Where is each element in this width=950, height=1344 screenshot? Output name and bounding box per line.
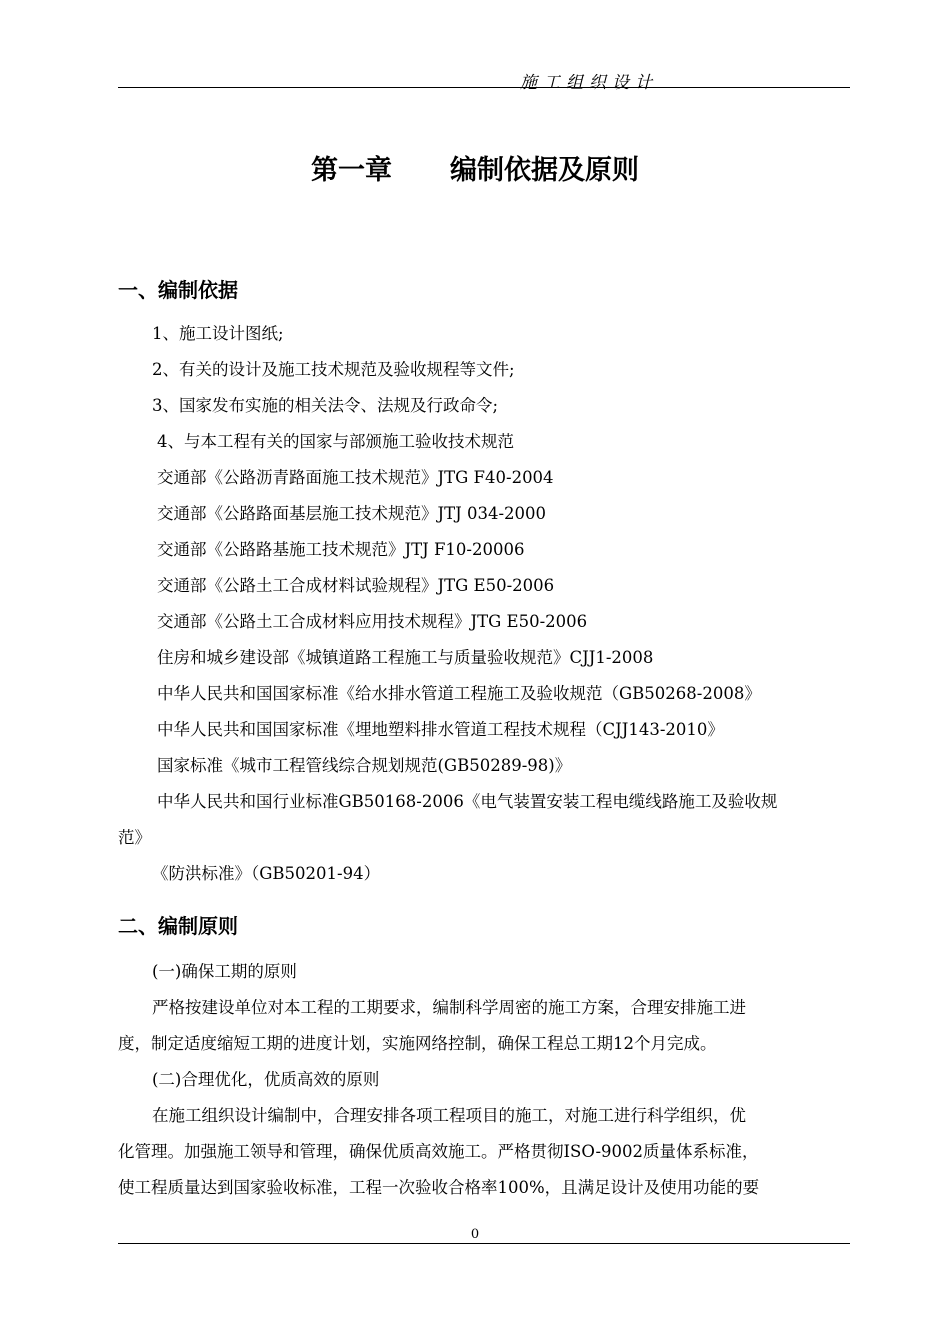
section-heading-basis: 一、编制依据 [118, 278, 238, 302]
basis-item: 《防洪标准》（GB50201-94） [152, 864, 381, 883]
basis-item: 中华人民共和国国家标准《给水排水管道工程施工及验收规范（GB50268-2008》 [157, 684, 761, 703]
basis-item: 中华人民共和国行业标准GB50168-2006《电气装置安装工程电缆线路施工及验收规 [157, 792, 778, 811]
basis-item: 交通部《公路路面基层施工技术规范》JTJ 034-2000 [157, 504, 547, 523]
basis-item: 范》 [118, 828, 151, 847]
page-number: 0 [470, 1227, 480, 1242]
running-header: 施工组织设计 [520, 73, 658, 93]
paragraph-line: 化管理。加强施工领导和管理，确保优质高效施工。严格贯彻ISO-9002质量体系标准， [118, 1142, 759, 1161]
footer-rule [118, 1243, 850, 1244]
basis-item: 交通部《公路沥青路面施工技术规范》JTG F40-2004 [157, 468, 554, 487]
paragraph-line: 在施工组织设计编制中，合理安排各项工程项目的施工，对施工进行科学组织，优 [152, 1106, 746, 1125]
basis-item: 4、与本工程有关的国家与部颁施工验收技术规范 [157, 432, 514, 451]
section-heading-principles: 二、编制原则 [118, 914, 238, 938]
basis-item: 中华人民共和国国家标准《埋地塑料排水管道工程技术规程（CJJ143-2010》 [157, 720, 724, 739]
basis-item: 3、国家发布实施的相关法令、法规及行政命令; [152, 396, 499, 415]
paragraph-line: 使工程质量达到国家验收标准，工程一次验收合格率100%，且满足设计及使用功能的要 [118, 1178, 760, 1197]
basis-item: 交通部《公路路基施工技术规范》JTJ F10-20006 [157, 540, 525, 559]
chapter-name: 编制依据及原则 [450, 155, 639, 186]
basis-item: 交通部《公路土工合成材料试验规程》JTG E50-2006 [157, 576, 555, 595]
basis-item: 2、有关的设计及施工技术规范及验收规程等文件; [152, 360, 515, 379]
chapter-number: 第一章 [311, 155, 392, 186]
basis-item: 国家标准《城市工程管线综合规划规范(GB50289-98)》 [157, 756, 572, 775]
paragraph-line: 严格按建设单位对本工程的工期要求，编制科学周密的施工方案，合理安排施工进 [152, 998, 746, 1017]
basis-item: 交通部《公路土工合成材料应用技术规程》JTG E50-2006 [157, 612, 588, 631]
principle-subheading: (二)合理优化，优质高效的原则 [152, 1070, 380, 1089]
paragraph-line: 度，制定适度缩短工期的进度计划，实施网络控制，确保工程总工期12个月完成。 [118, 1034, 717, 1053]
chapter-title [0, 148, 950, 187]
principle-subheading: (一)确保工期的原则 [152, 962, 297, 981]
basis-item: 住房和城乡建设部《城镇道路工程施工与质量验收规范》CJJ1-2008 [157, 648, 654, 667]
header-rule [118, 87, 850, 88]
basis-item: 1、施工设计图纸; [152, 324, 284, 343]
